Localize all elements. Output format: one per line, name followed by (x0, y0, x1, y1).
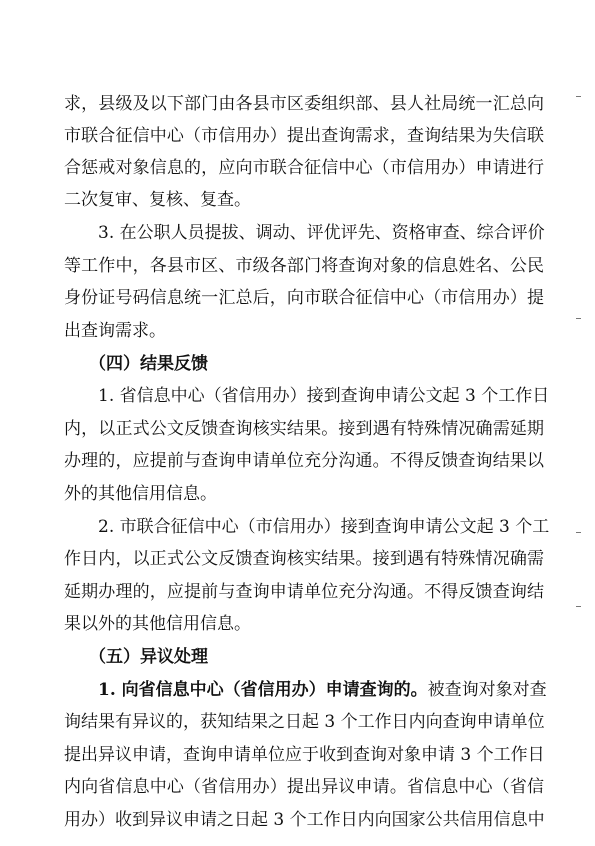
text-line: 二次复审、复核、复查。 (64, 190, 251, 210)
text-line: 身份证号码信息统一汇总后，向市联合征信中心（市信用办）提 (64, 288, 544, 308)
text-span: 被查询对象对查 (427, 680, 547, 700)
text-line: 内向省信息中心（省信用办）提出异议申请。省信息中心（省信 (64, 777, 544, 797)
text-line: 办理的，应提前与查询申请单位充分沟通。不得反馈查询结果以 (64, 451, 544, 471)
text-line: 询结果有异议的，获知结果之日起 3 个工作日内向查询申请单位 (64, 712, 545, 732)
margin-mark (576, 606, 581, 607)
text-line: 求，县级及以下部门由各县市区委组织部、县人社局统一汇总向 (64, 94, 544, 114)
text-line: 等工作中，各县市区、市级各部门将查询对象的信息姓名、公民 (64, 256, 544, 276)
text-line: 合惩戒对象信息的，应向市联合征信中心（市信用办）申请进行 (64, 158, 544, 178)
text-line: 内，以正式公文反馈查询核实结果。接到遇有特殊情况确需延期 (64, 419, 544, 439)
text-line: 外的其他信用信息。 (64, 484, 217, 504)
text-line: 出查询需求。 (64, 321, 166, 341)
text-line: 果以外的其他信用信息。 (64, 614, 251, 634)
margin-mark (576, 532, 581, 533)
text-line: 3. 在公职人员提拔、调动、评优评先、资格审查、综合评价 (98, 223, 545, 243)
text-line: 提出异议申请，查询申请单位应于收到查询对象申请 3 个工作日 (64, 745, 545, 765)
section-heading: （五）异议处理 (89, 647, 208, 667)
text-line: 2. 市联合征信中心（市信用办）接到查询申请公文起 3 个工 (98, 517, 550, 537)
text-line: 用办）收到异议申请之日起 3 个工作日内向国家公共信用信息中 (64, 810, 545, 830)
margin-mark (576, 96, 581, 97)
bold-lead: 1. 向省信息中心（省信用办）申请查询的。 (98, 680, 428, 700)
text-line (98, 680, 547, 700)
text-line: 1. 省信息中心（省信用办）接到查询申请公文起 3 个工作日 (98, 386, 550, 406)
text-line: 市联合征信中心（市信用办）提出查询需求，查询结果为失信联 (64, 126, 544, 146)
text-line: 延期办理的，应提前与查询申请单位充分沟通。不得反馈查询结 (64, 582, 544, 602)
text-line: 作日内，以正式公文反馈查询核实结果。接到遇有特殊情况确需 (64, 549, 544, 569)
section-heading: （四）结果反馈 (89, 354, 208, 374)
margin-mark (576, 318, 581, 319)
